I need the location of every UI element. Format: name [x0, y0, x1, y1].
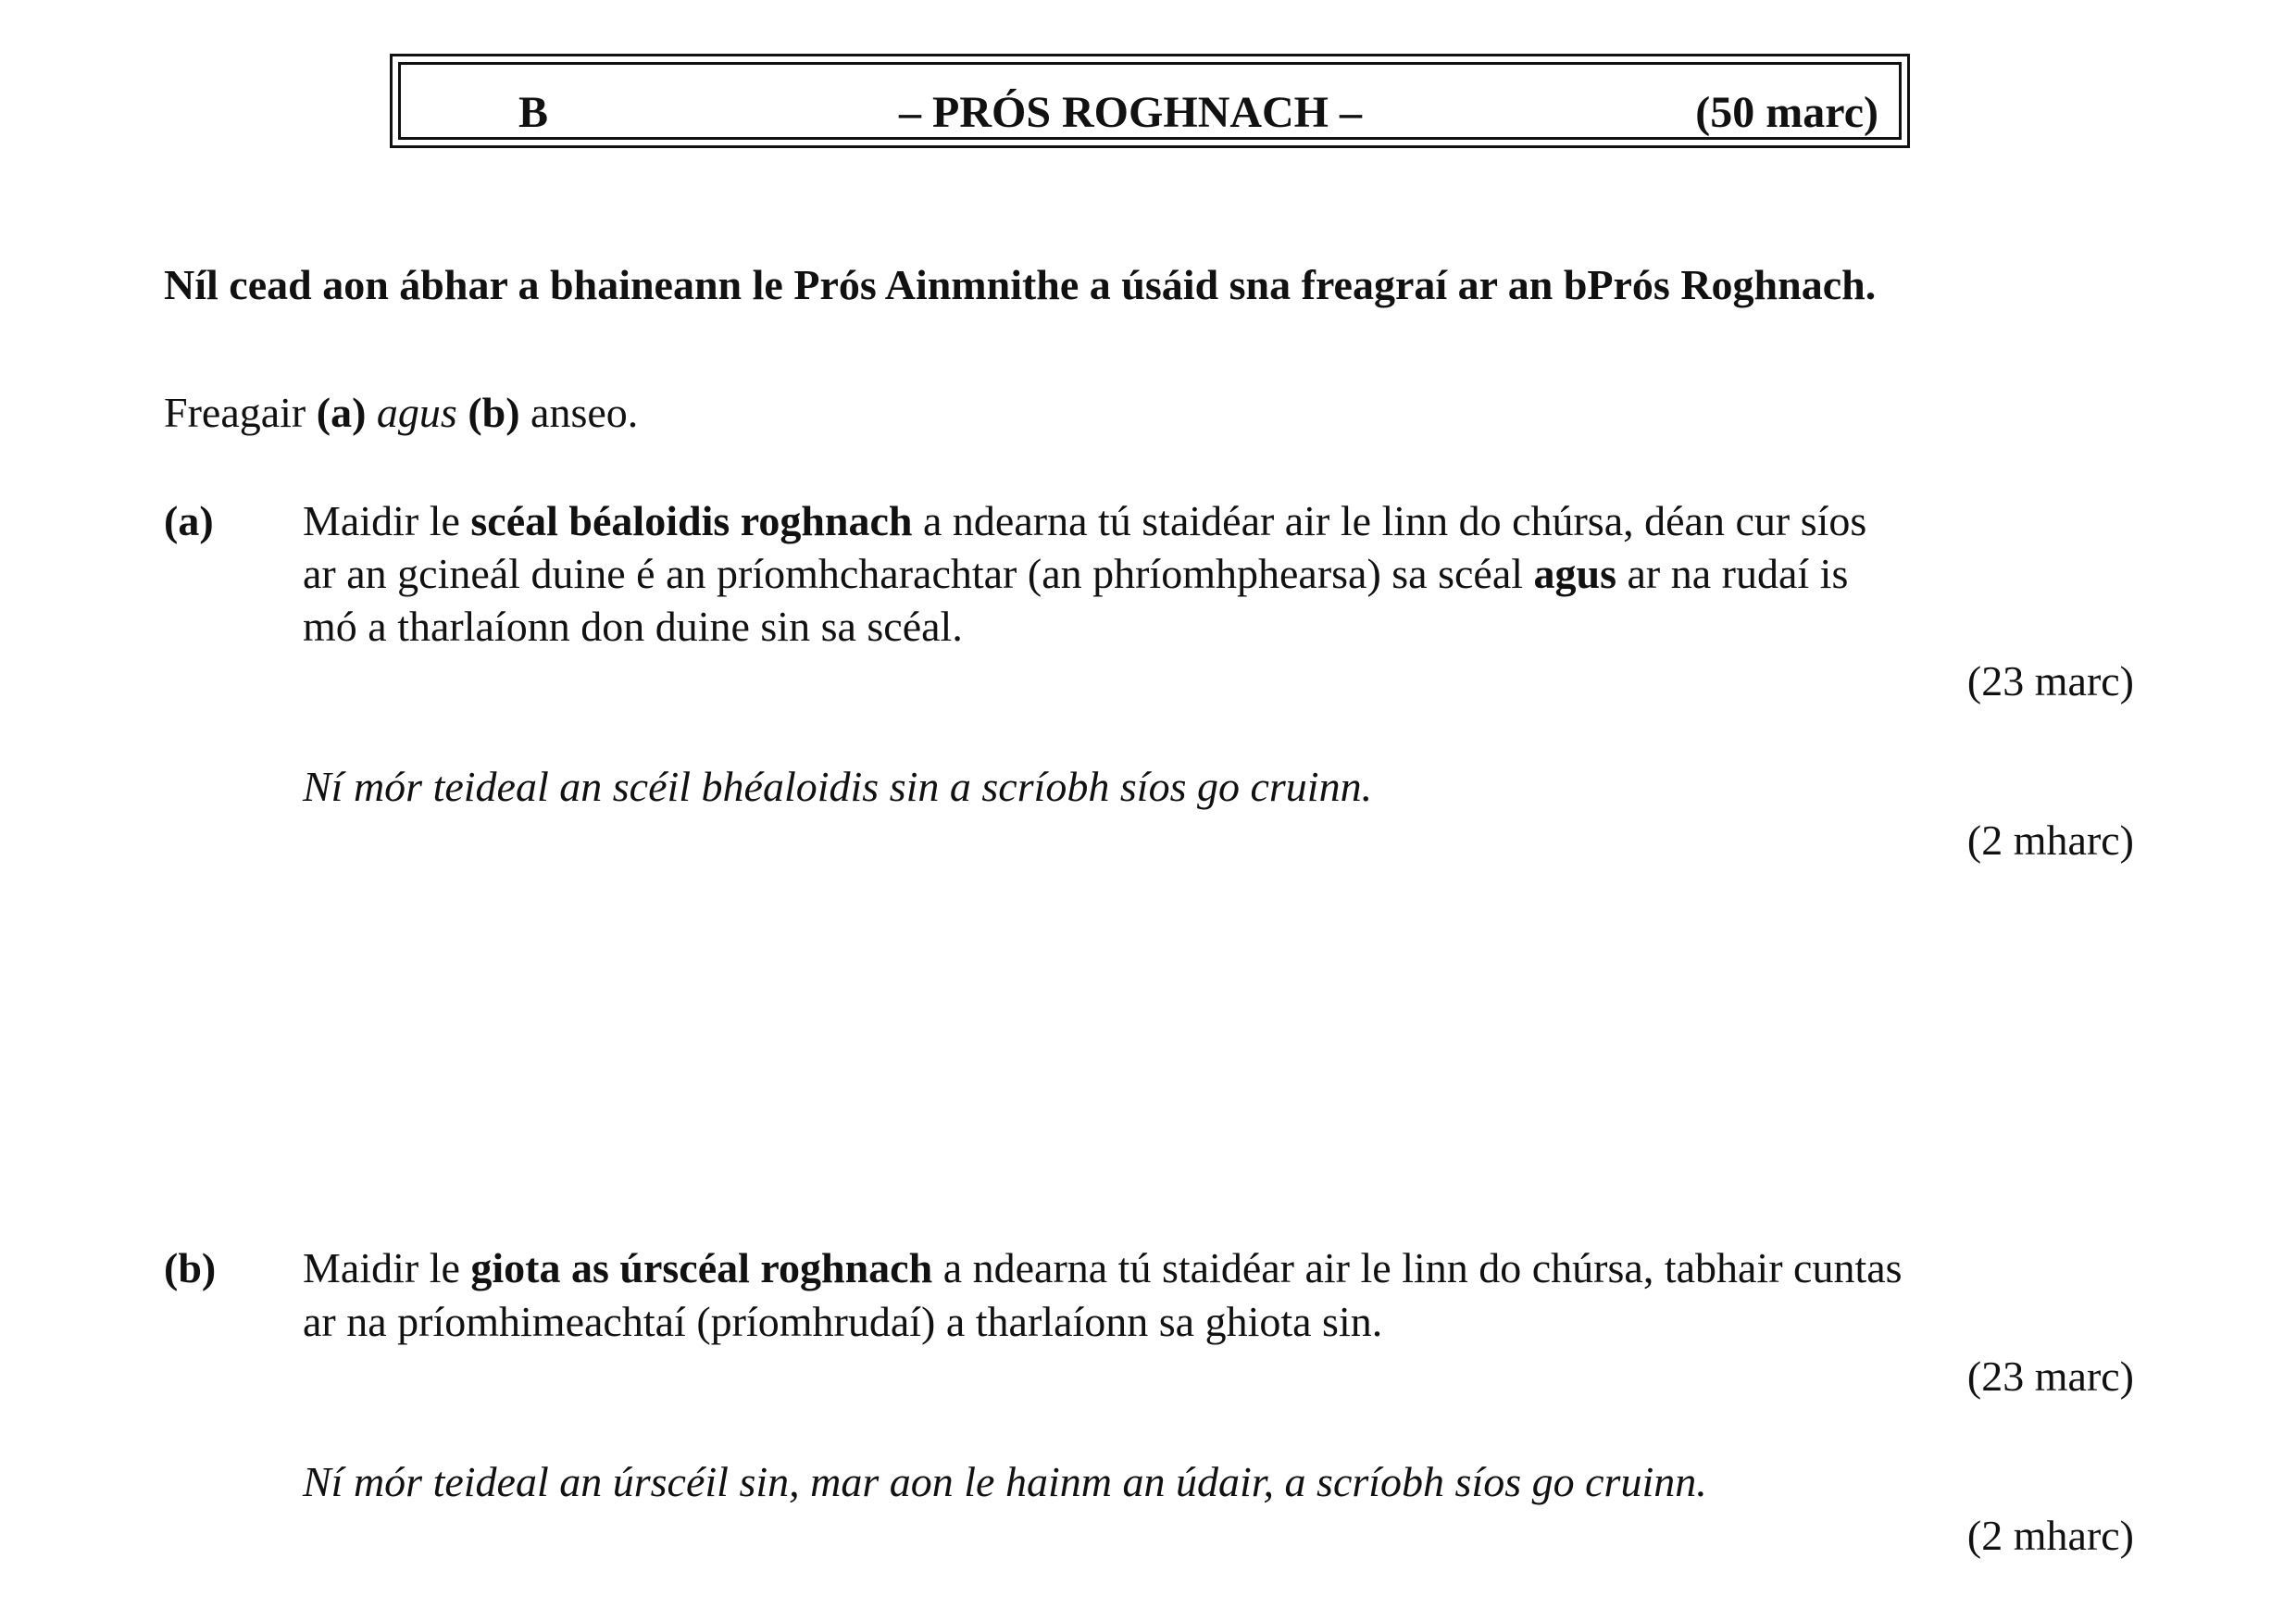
section-letter: B	[518, 88, 549, 137]
question-b-label: (b)	[164, 1244, 217, 1291]
question-a-title-note: Ní mór teideal an scéil bhéaloidis sin a scríobh síos go cruinn.	[303, 763, 1373, 810]
section-marks: (50 marc)	[1695, 88, 1878, 137]
question-a-marks: (23 marc)	[1966, 657, 2134, 705]
notice-text: Níl cead aon ábhar a bhaineann le Prós Ainmnithe a úsáid sna freagraí ar an bPrós Roghnach.	[164, 261, 1877, 308]
instruction-text: Freagair (a) agus (b) anseo.	[164, 389, 639, 436]
question-a-line-3: mó a tharlaíonn don duine sin sa scéal.	[303, 603, 963, 650]
section-title: – PRÓS ROGHNACH –	[899, 88, 1363, 137]
question-a-label: (a)	[164, 497, 214, 544]
section-header-box	[390, 54, 1910, 148]
question-a-line-2: ar an gcineál duine é an príomhcharachtar (an phríomhphearsa) sa scéal agus ar na rudaí is	[303, 550, 1849, 597]
question-b-marks: (23 marc)	[1966, 1353, 2134, 1400]
section-header-inner-border	[398, 62, 1902, 140]
question-a-title-marks: (2 mharc)	[1966, 817, 2134, 864]
question-b-title-note: Ní mór teideal an úrscéil sin, mar aon le hainm an údair, a scríobh síos go cruinn.	[303, 1458, 1707, 1505]
question-b-line-2: ar na príomhimeachtaí (príomhrudaí) a tharlaíonn sa ghiota sin.	[303, 1298, 1383, 1345]
question-b-line-1: Maidir le giota as úrscéal roghnach a ndearna tú staidéar air le linn do chúrsa, tabhair cuntas	[303, 1244, 1903, 1291]
question-a-line-1: Maidir le scéal béaloidis roghnach a ndearna tú staidéar air le linn do chúrsa, déan cur síos	[303, 497, 1867, 544]
question-b-title-marks: (2 mharc)	[1966, 1512, 2134, 1559]
